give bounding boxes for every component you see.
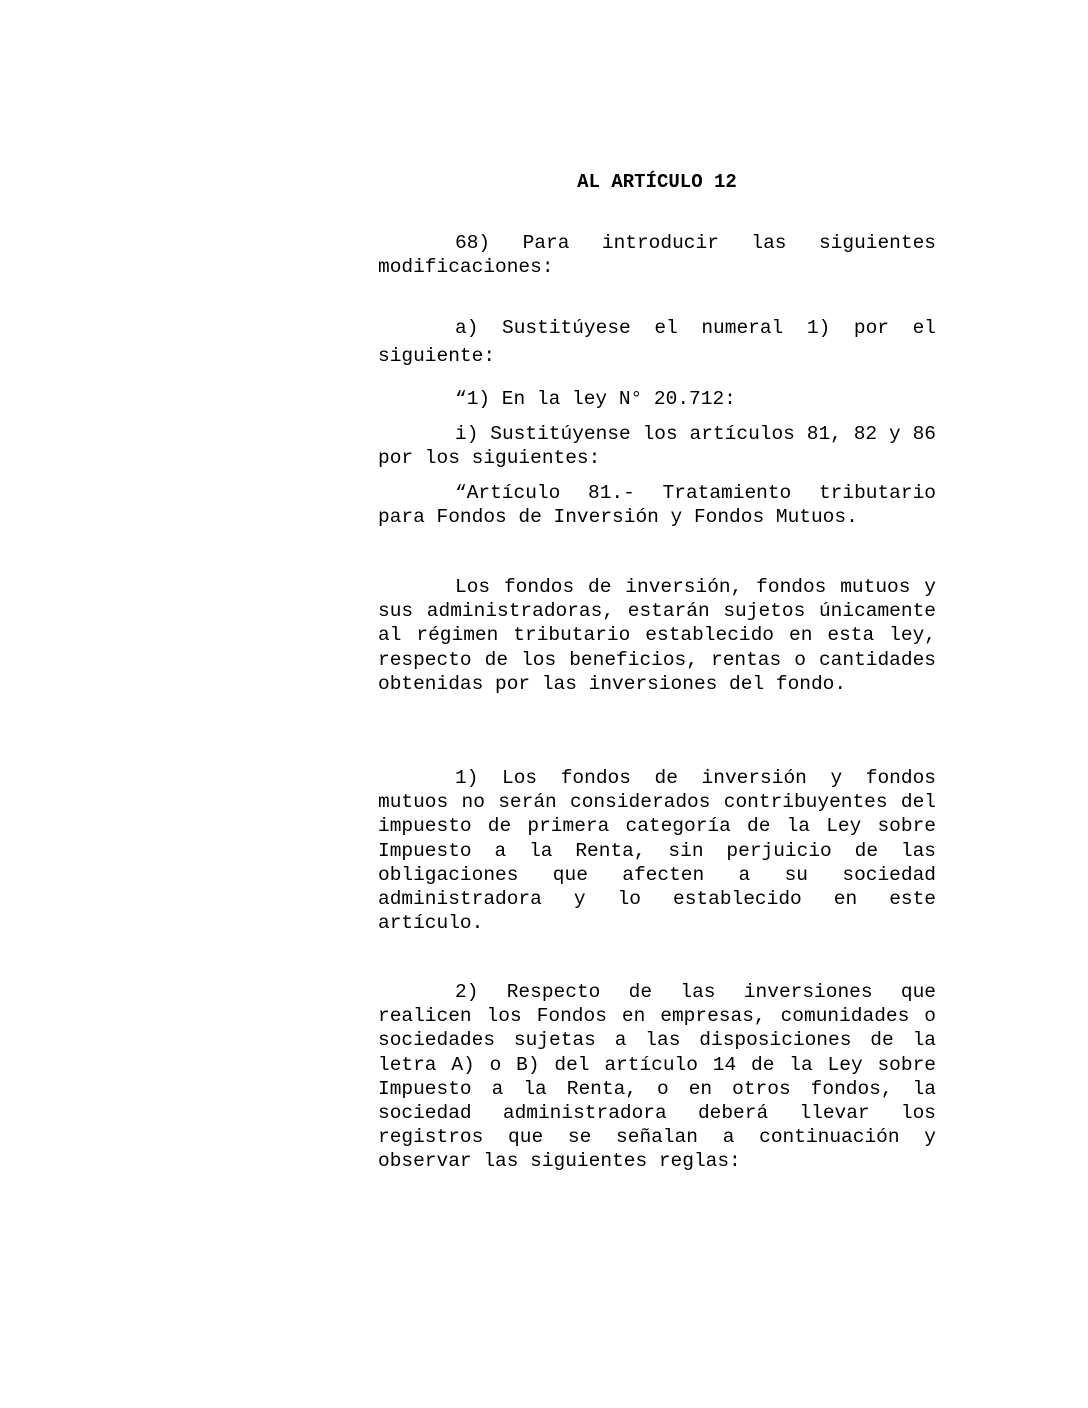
paragraph-rule-1: 1) Los fondos de inversión y fondos mutuos no serán considerados contribuyentes del impuesto de primera categoría de la Ley sobre Impuesto a la Renta, sin perjuicio de las obligaciones que afecten a su sociedad administradora y lo establecido en este artículo. bbox=[378, 767, 936, 935]
paragraph-article-81-title: “Artículo 81.- Tratamiento tributario para Fondos de Inversión y Fondos Mutuos. bbox=[378, 482, 936, 529]
paragraph-modification-68: 68) Para introducir las siguientes modificaciones: bbox=[378, 232, 936, 279]
paragraph-item-i: i) Sustitúyense los artículos 81, 82 y 86 por los siguientes: bbox=[378, 423, 936, 470]
paragraph-numeral-1: “1) En la ley N° 20.712: bbox=[455, 388, 736, 410]
section-heading: AL ARTÍCULO 12 bbox=[577, 171, 737, 193]
paragraph-article-81-intro: Los fondos de inversión, fondos mutuos y sus administradoras, estarán sujetos únicamente al régimen tributario establecido en esta ley, respecto de los beneficios, rentas o cantidades obtenidas por las inversiones del fondo. bbox=[378, 576, 936, 695]
paragraph-letter-a: a) Sustitúyese el numeral 1) por el siguiente: bbox=[378, 317, 936, 367]
paragraph-rule-2: 2) Respecto de las inversiones que realicen los Fondos en empresas, comunidades o sociedades sujetas a las disposiciones de la letra A) o B) del artículo 14 de la Ley sobre Impuesto a la Renta, o en otros fondos, la sociedad administradora deberá llevar los registros que se señalan a continuación y observar las siguientes reglas: bbox=[378, 981, 936, 1173]
